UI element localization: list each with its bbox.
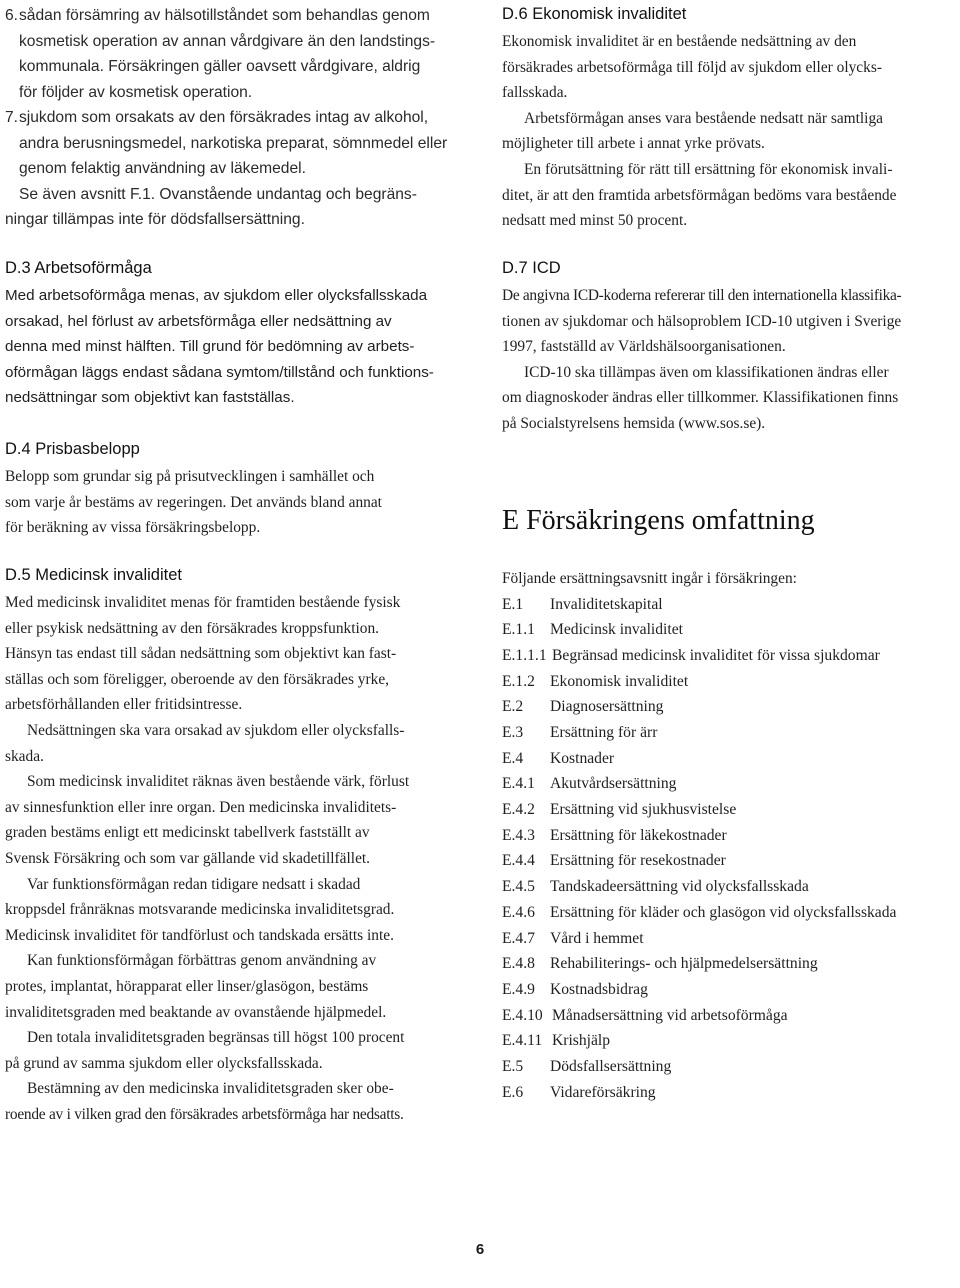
coverage-item-number: E.1 [502, 595, 524, 613]
coverage-item-label: Kostnader [550, 749, 615, 767]
coverage-list-item [502, 951, 958, 977]
coverage-list-item [502, 874, 958, 900]
text-line: Som medicinsk invaliditet räknas även bestående värk, förlust [27, 773, 410, 791]
coverage-item-number: E.5 [502, 1057, 524, 1075]
text-line: som varje år bestäms av regeringen. Det används bland annat [5, 493, 382, 511]
section-d6 [502, 3, 958, 234]
text-line: nedsatt med minst 50 procent. [502, 212, 688, 230]
text-line: andra berusningsmedel, narkotiska preparat, sömnmedel eller [19, 134, 448, 152]
coverage-item-number: E.4.8 [502, 955, 535, 973]
coverage-list-item [502, 1003, 958, 1029]
text-line: försäkrades arbetsoförmåga till följd av sjukdom eller olycks- [502, 58, 882, 76]
list-number: 7. [5, 109, 19, 126]
coverage-list-item [502, 592, 958, 618]
text-line: graden bestäms enligt ett medicinskt tabellverk fastställt av [5, 824, 370, 842]
text-line: Belopp som grundar sig på prisutvecklingen i samhället och [5, 468, 375, 485]
text-line: kroppsdel frånräknas motsvarande medicinska invaliditetsgrad. [5, 901, 395, 919]
coverage-item-label: Ersättning vid sjukhusvistelse [550, 801, 737, 819]
see-also-note: Se även avsnitt F.1. Ovanstående undantag och begräns- [19, 185, 417, 203]
coverage-item-label: Ersättning för kläder och glasögon vid olycksfallsskada [550, 903, 897, 921]
coverage-item-label: Rehabiliterings- och hjälpmedelsersättning [550, 955, 818, 973]
coverage-list-item [502, 1028, 958, 1054]
coverage-item-label: Ersättning för resekostnader [550, 852, 726, 870]
coverage-item-number: E.4.3 [502, 826, 535, 844]
text-line: ditet, är att den framtida arbetsförmågan bedöms vara bestående [502, 186, 897, 204]
text-line: Svensk Försäkring och som var gällande vid skadetillfället. [5, 849, 371, 867]
text-line: genom felaktig användning av läkemedel. [19, 160, 306, 177]
coverage-list [502, 592, 958, 1106]
coverage-item-label: Krishjälp [552, 1032, 611, 1050]
coverage-item-label: Vidareförsäkring [550, 1083, 656, 1101]
coverage-item-number: E.1.2 [502, 672, 535, 690]
text-line: sådan försämring av hälsotillståndet som behandlas genom [19, 7, 430, 24]
coverage-item-label: Begränsad medicinsk invaliditet för vissa sjukdomar [552, 646, 880, 664]
text-line: ICD-10 ska tillämpas även om klassifikationen ändras eller [524, 363, 889, 381]
coverage-list-item [502, 669, 958, 695]
text-line: 1997, fastställd av Världshälsoorganisationen. [502, 338, 786, 356]
coverage-item-number: E.4.7 [502, 929, 535, 947]
coverage-item-label: Diagnosersättning [550, 698, 664, 716]
text-line: ställas och som föreligger, oberoende av den försäkrades yrke, [5, 670, 390, 688]
coverage-item-label: Vård i hemmet [550, 929, 644, 947]
coverage-item-label: Invaliditetskapital [550, 595, 663, 613]
coverage-item-number: E.1.1 [502, 621, 535, 639]
text-line: Den totala invaliditetsgraden begränsas till högst 100 procent [27, 1029, 405, 1047]
text-line: En förutsättning för rätt till ersättning för ekonomisk invali- [524, 160, 893, 178]
text-line: orsakad, hel förlust av arbetsförmåga eller nedsättning av [5, 312, 392, 330]
text-line: protes, implantat, hörapparat eller linser/glasögon, bestäms [5, 977, 369, 995]
coverage-item-number: E.4.1 [502, 775, 535, 793]
text-line: skada. [5, 747, 44, 765]
coverage-item-label: Ersättning för ärr [550, 724, 658, 742]
coverage-item-number: E.4.4 [502, 852, 535, 870]
text-line: invaliditetsgraden med beaktande av ovanstående hjälpmedel. [5, 1003, 387, 1021]
text-line: Ekonomisk invaliditet är en bestående nedsättning av den [502, 33, 857, 50]
coverage-list-item [502, 926, 958, 952]
coverage-item-label: Tandskadeersättning vid olycksfallsskada [550, 878, 809, 896]
text-line: De angivna ICD-koderna refererar till den internationella klassifika- [502, 287, 902, 304]
coverage-item-number: E.1.1.1 [502, 646, 547, 664]
coverage-item-label: Ekonomisk invaliditet [550, 672, 689, 690]
text-line: kommunala. Försäkringen gäller oavsett vårdgivare, aldrig [19, 58, 421, 75]
coverage-item-label: Medicinsk invaliditet [550, 621, 683, 639]
text-line: Arbetsförmågan anses vara bestående nedsatt när samtliga [524, 109, 883, 127]
coverage-list-item [502, 617, 958, 643]
text-line: möjligheter till arbete i annat yrke prövats. [502, 135, 765, 153]
coverage-item-number: E.4.10 [502, 1006, 543, 1024]
coverage-list-item [502, 643, 958, 669]
coverage-item-label: Månadsersättning vid arbetsoförmåga [552, 1006, 788, 1024]
coverage-item-number: E.4.9 [502, 980, 535, 998]
text-line: arbetsförhållanden eller fritidsintresse. [5, 696, 243, 714]
coverage-item-label: Dödsfallsersättning [550, 1057, 672, 1075]
text-line: fallsskada. [502, 84, 568, 102]
section-heading: D.4 Prisbasbelopp [5, 440, 140, 458]
section-heading: D.7 ICD [502, 259, 561, 277]
text-line: ningar tillämpas inte för dödsfallsersättning. [5, 211, 305, 228]
text-line: tionen av sjukdomar och hälsoproblem ICD-10 utgiven i Sverige [502, 312, 902, 330]
text-line: Med arbetsoförmåga menas, av sjukdom eller olycksfallsskada [5, 287, 428, 304]
text-line: på grund av samma sjukdom eller olycksfallsskada. [5, 1054, 323, 1072]
coverage-item-label: Akutvårdsersättning [550, 775, 677, 793]
text-line: Hänsyn tas endast till sådan nedsättning som objektivt kan fast- [5, 645, 397, 663]
coverage-list-item [502, 797, 958, 823]
coverage-list-item [502, 746, 958, 772]
text-line: denna med minst hälften. Till grund för bedömning av arbets- [5, 338, 415, 356]
text-line: Bestämning av den medicinska invaliditetsgraden sker obe- [27, 1080, 394, 1098]
text-line: om diagnoskoder ändras eller tillkommer. Klassifikationen finns [502, 389, 899, 407]
coverage-item-number: E.2 [502, 698, 524, 716]
coverage-list-item [502, 1054, 958, 1080]
section-heading: D.3 Arbetsoförmåga [5, 259, 152, 277]
text-line: roende av i vilken grad den försäkrades arbetsförmåga har nedsatts. [5, 1105, 404, 1123]
coverage-item-label: Ersättning för läkekostnader [550, 826, 727, 844]
exclusion-note [5, 207, 463, 233]
section-d5 [5, 564, 463, 1127]
exclusions-list [5, 3, 463, 233]
text-line: Var funktionsförmågan redan tidigare nedsatt i skadad [27, 875, 361, 893]
section-d4 [5, 438, 463, 541]
list-item-6 [5, 3, 463, 105]
list-number: 6. [5, 7, 19, 24]
section-d3 [5, 257, 463, 411]
text-line: sjukdom som orsakats av den försäkrades intag av alkohol, [19, 109, 429, 126]
chapter-heading: E Försäkringens omfattning [502, 505, 815, 536]
text-line: Nedsättningen ska vara orsakad av sjukdom eller olycksfalls- [27, 721, 405, 739]
coverage-list-item [502, 900, 958, 926]
coverage-item-number: E.4.2 [502, 801, 535, 819]
text-line: Med medicinsk invaliditet menas för framtiden bestående fysisk [5, 594, 401, 611]
coverage-list-item [502, 848, 958, 874]
coverage-item-number: E.4.6 [502, 903, 535, 921]
coverage-list-item [502, 977, 958, 1003]
text-line: eller psykisk nedsättning av den försäkrades kroppsfunktion. [5, 619, 379, 637]
coverage-list-item [502, 694, 958, 720]
coverage-list-item [502, 823, 958, 849]
page-number: 6 [475, 1241, 485, 1258]
text-line: på Socialstyrelsens hemsida (www.sos.se). [502, 414, 766, 432]
coverage-list-item [502, 720, 958, 746]
text-line: Kan funktionsförmågan förbättras genom användning av [27, 952, 377, 970]
text-line: nedsättningar som objektivt kan fastställas. [5, 389, 295, 407]
text-line: Medicinsk invaliditet för tandförlust och tandskada ersätts inte. [5, 926, 394, 944]
text-line: av sinnesfunktion eller inre organ. Den medicinska invaliditets- [5, 798, 397, 816]
text-line: för beräkning av vissa försäkringsbelopp. [5, 519, 261, 537]
coverage-item-number: E.4.11 [502, 1032, 543, 1050]
section-intro: Följande ersättningsavsnitt ingår i försäkringen: [502, 570, 797, 587]
section-d7 [502, 257, 958, 437]
coverage-item-number: E.3 [502, 724, 524, 742]
section-heading: D.6 Ekonomisk invaliditet [502, 5, 687, 23]
coverage-item-number: E.4.5 [502, 878, 535, 896]
text-line: kosmetisk operation av annan vårdgivare än den landstings- [19, 32, 436, 50]
list-item-7 [5, 105, 463, 207]
text-line: för följder av kosmetisk operation. [19, 83, 253, 101]
coverage-item-number: E.6 [502, 1083, 524, 1101]
coverage-item-label: Kostnadsbidrag [550, 980, 648, 998]
section-heading: D.5 Medicinsk invaliditet [5, 566, 182, 584]
section-e [502, 504, 958, 1105]
coverage-list-item [502, 771, 958, 797]
coverage-list-item [502, 1080, 958, 1106]
coverage-item-number: E.4 [502, 749, 524, 767]
text-line: oförmågan läggs endast sådana symtom/tillstånd och funktions- [5, 363, 434, 381]
